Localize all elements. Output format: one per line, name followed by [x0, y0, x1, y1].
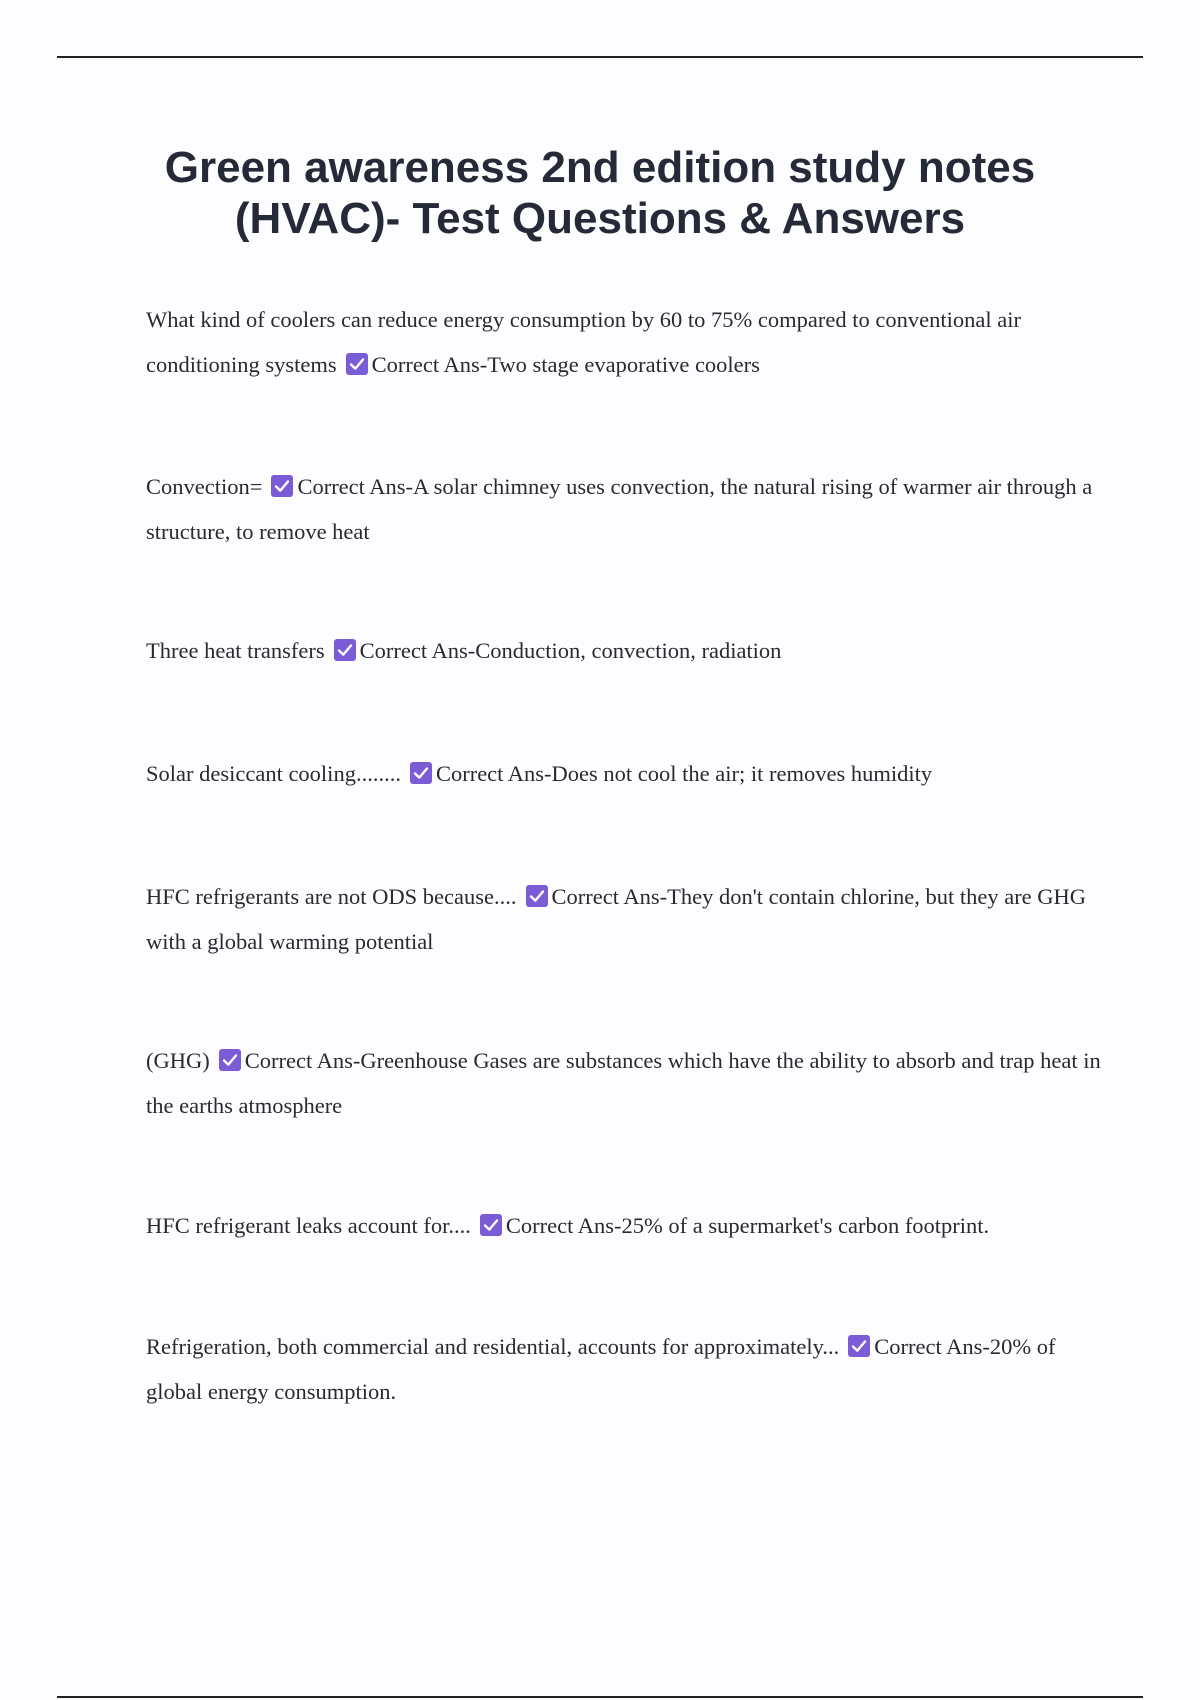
- qa-item: [146, 751, 1106, 796]
- check-mark-icon: [219, 1049, 241, 1071]
- question-text: (GHG): [146, 1048, 210, 1073]
- check-mark-icon: [410, 762, 432, 784]
- question-text: Solar desiccant cooling........: [146, 761, 401, 786]
- check-mark-icon: [848, 1335, 870, 1357]
- question-text: Three heat transfers: [146, 638, 325, 663]
- answer-text: Correct Ans-Does not cool the air; it removes humidity: [435, 761, 933, 786]
- question-text: What kind of coolers can reduce energy consumption by 60 to 75% compared to conventional air conditioning systems: [146, 307, 1021, 377]
- answer-text: Correct Ans-Two stage evaporative coolers: [371, 352, 760, 377]
- qa-item: [146, 874, 1106, 964]
- answer-text: Correct Ans-20% of global energy consumption.: [146, 1334, 1056, 1404]
- answer-text: Correct Ans-A solar chimney uses convection, the natural rising of warmer air through a structure, to remove heat: [146, 474, 1093, 544]
- qa-item: [146, 1203, 1106, 1248]
- qa-item: [146, 297, 1106, 387]
- qa-item: [146, 1324, 1106, 1414]
- question-text: Convection=: [146, 474, 263, 499]
- qa-item: [146, 464, 1106, 554]
- answer-text: Correct Ans-They don't contain chlorine, but they are GHG with a global warming potential: [146, 884, 1087, 954]
- answer-text: Correct Ans-Conduction, convection, radiation: [359, 638, 782, 663]
- question-text: Refrigeration, both commercial and residential, accounts for approximately...: [146, 1334, 840, 1359]
- check-mark-icon: [271, 475, 293, 497]
- answer-text: Correct Ans-25% of a supermarket's carbon footprint.: [505, 1213, 990, 1238]
- check-mark-icon: [480, 1214, 502, 1236]
- check-mark-icon: [346, 353, 368, 375]
- question-text: HFC refrigerants are not ODS because....: [146, 884, 517, 909]
- check-mark-icon: [334, 639, 356, 661]
- qa-item: [146, 628, 1106, 673]
- top-rule: [57, 56, 1143, 58]
- check-mark-icon: [526, 885, 548, 907]
- question-text: HFC refrigerant leaks account for....: [146, 1213, 471, 1238]
- answer-text: Correct Ans-Greenhouse Gases are substances which have the ability to absorb and trap heat in the earths atmosphere: [146, 1048, 1101, 1118]
- bottom-rule: [57, 1696, 1143, 1698]
- page-title: Green awareness 2nd edition study notes (HVAC)- Test Questions & Answers: [164, 143, 1036, 243]
- qa-item: [146, 1038, 1106, 1128]
